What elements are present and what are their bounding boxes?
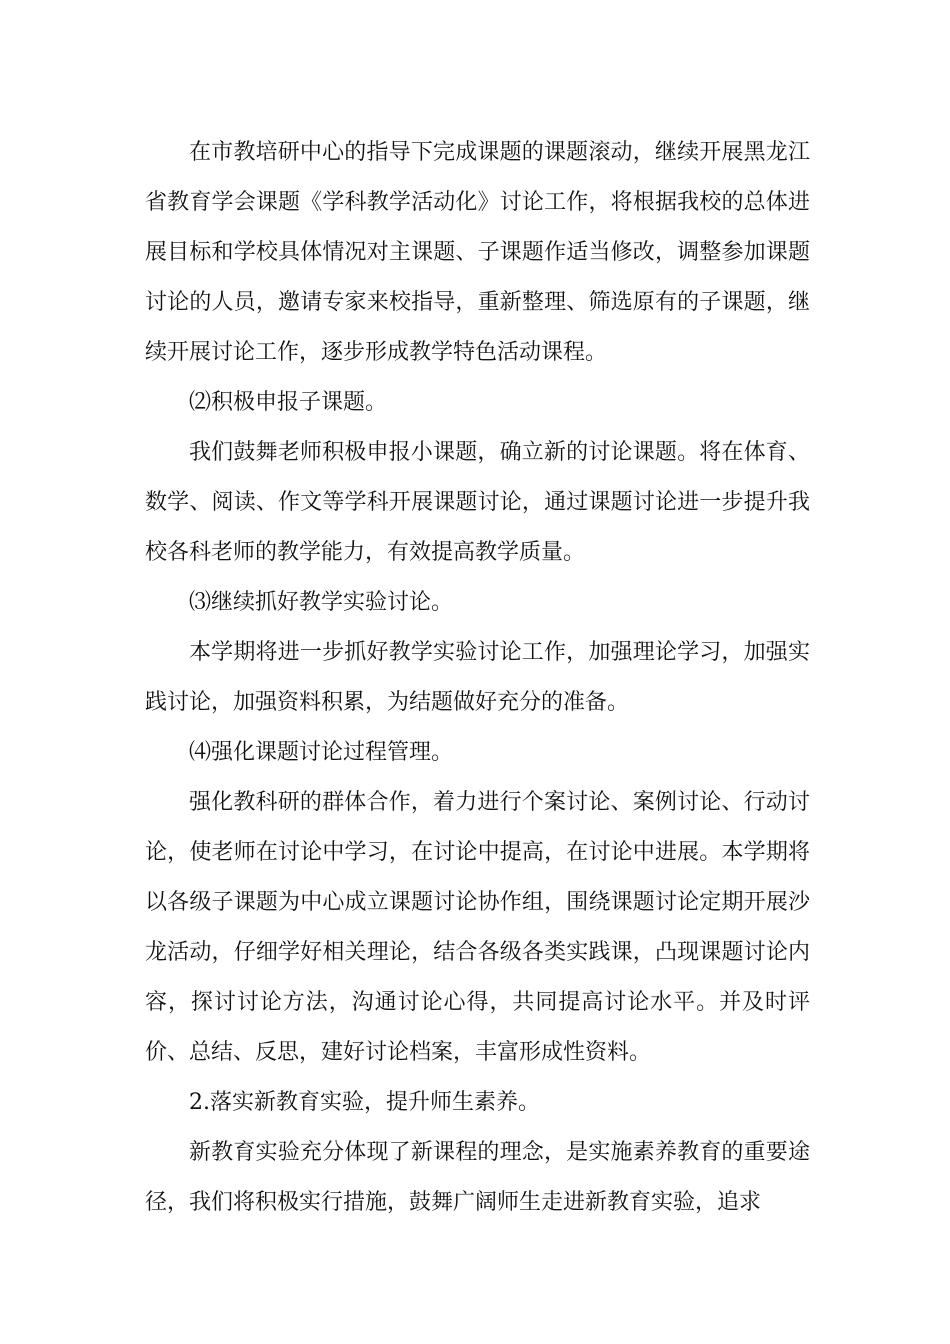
heading-new-education-experiment: 2.落实新教育实验，提升师生素养。 <box>189 1090 540 1115</box>
heading-apply-subtopics: ⑵积极申报子课题。 <box>189 390 388 415</box>
paragraph-teaching-experiment: 本学期将进一步抓好教学实验讨论工作，加强理论学习，加强实践讨论，加强资料积累，为结题做好充分的准备。 <box>145 640 810 715</box>
paragraph-research-topic-rollover: 在市教培研中心的指导下完成课题的课题滚动，继续开展黑龙江省教育学会课题《学科教学活动化》讨论工作，将根据我校的总体进展目标和学校具体情况对主课题、子课题作适当修改，调整参加课题讨论的人员，邀请专家来校指导，重新整理、筛选原有的子课题，继续开展讨论工作，逐步形成教学特色活动课程。 <box>145 140 810 365</box>
heading-process-management: ⑷强化课题讨论过程管理。 <box>189 740 454 765</box>
paragraph-process-management: 强化教科研的群体合作，着力进行个案讨论、案例讨论、行动讨论，使老师在讨论中学习，在讨论中提高，在讨论中进展。本学期将以各级子课题为中心成立课题讨论协作组，围绕课题讨论定期开展沙龙活动，仔细学好相关理论，结合各级各类实践课，凸现课题讨论内容，探讨讨论方法，沟通讨论心得，共同提高讨论水平。并及时评价、总结、反思，建好讨论档案，丰富形成性资料。 <box>145 790 810 1065</box>
paragraph-apply-subtopics: 我们鼓舞老师积极申报小课题，确立新的讨论课题。将在体育、数学、阅读、作文等学科开展课题讨论，通过课题讨论进一步提升我校各科老师的教学能力，有效提高教学质量。 <box>145 440 810 565</box>
paragraph-new-education-experiment: 新教育实验充分体现了新课程的理念，是实施素养教育的重要途径，我们将积极实行措施，鼓舞广阔师生走进新教育实验，追求 <box>145 1140 810 1215</box>
heading-teaching-experiment: ⑶继续抓好教学实验讨论。 <box>189 590 454 615</box>
document-body <box>145 128 810 1228</box>
